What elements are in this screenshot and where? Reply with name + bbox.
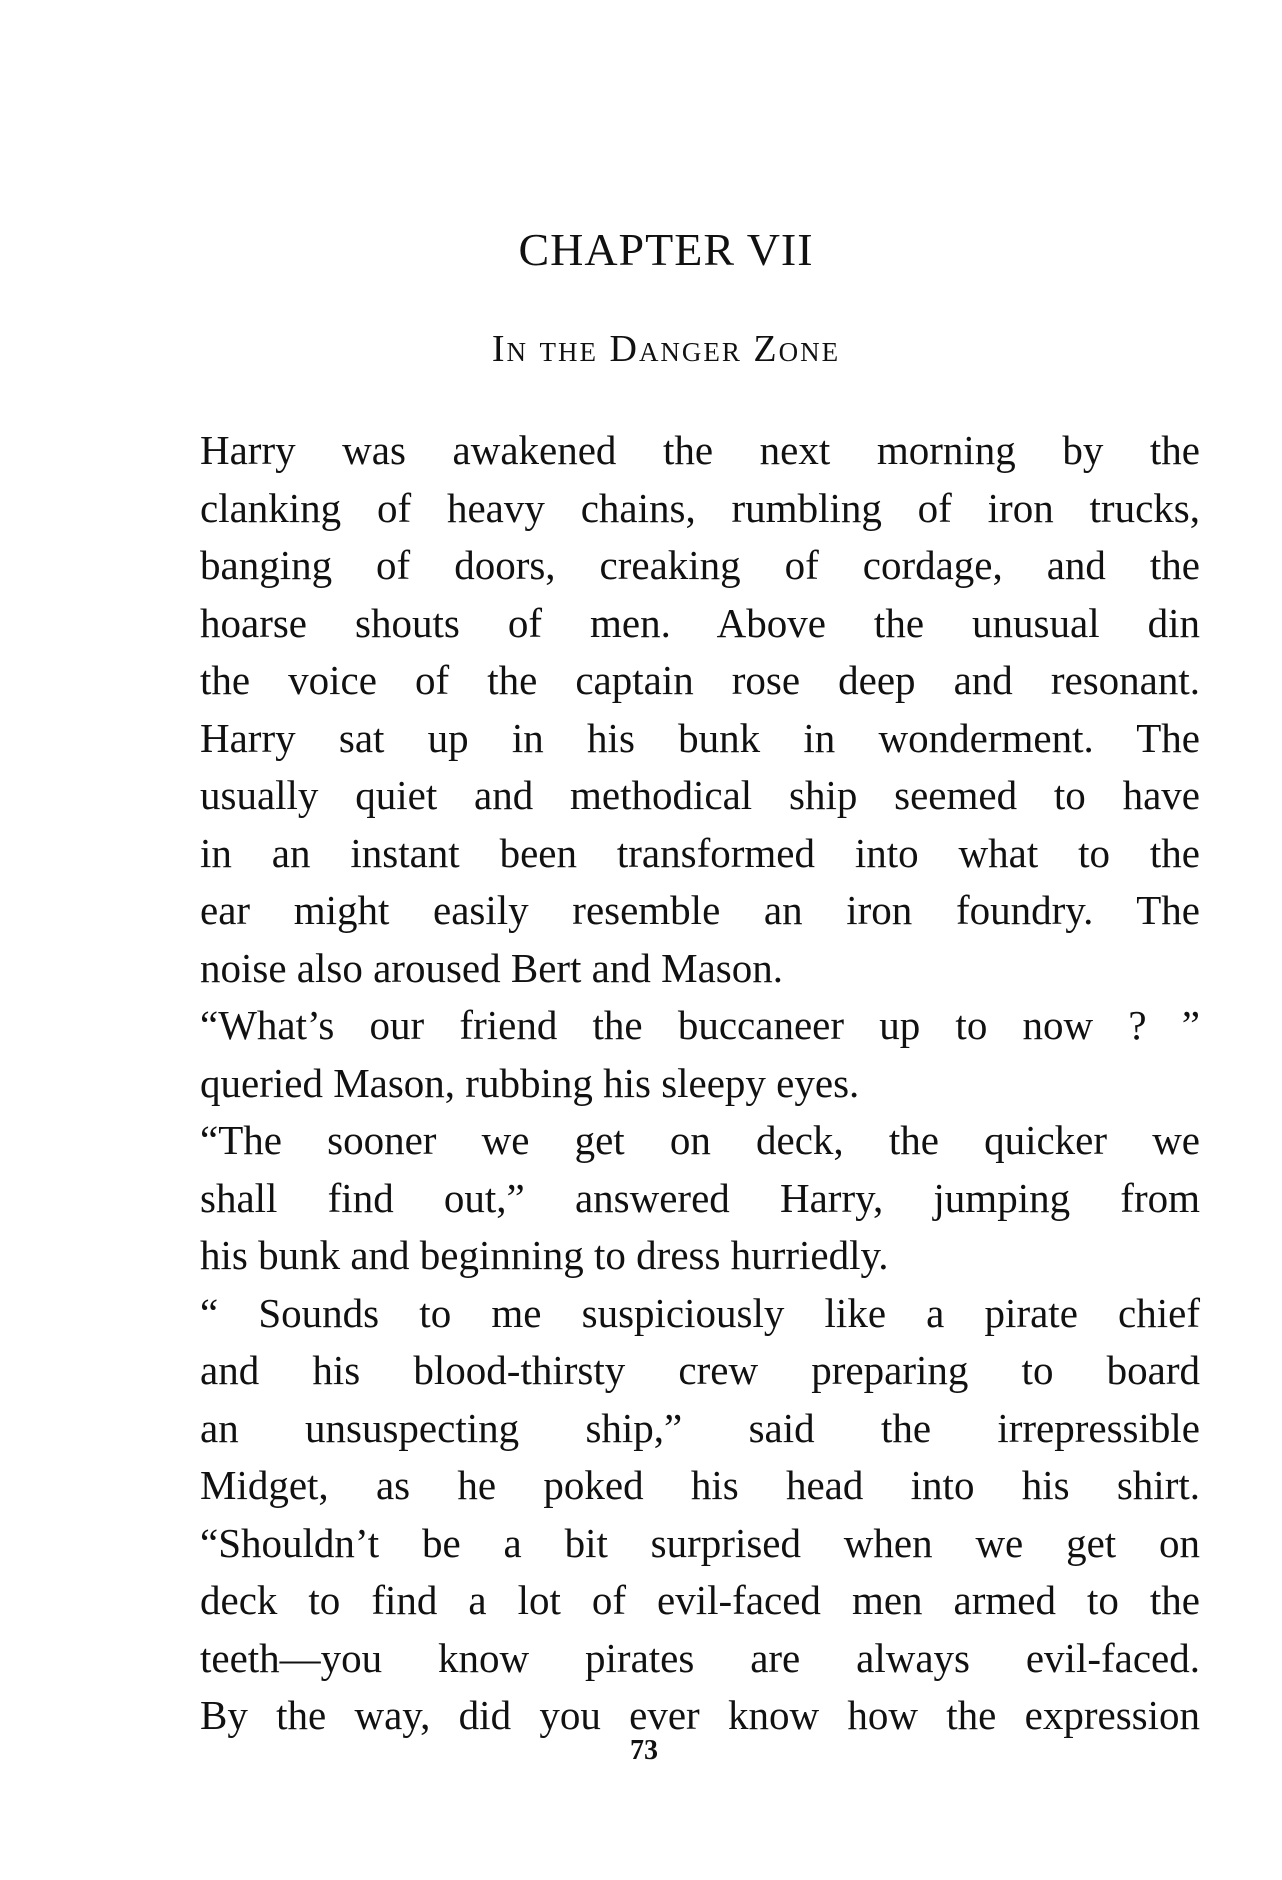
text-line: Midget, as he poked his head into his shirt. bbox=[200, 1462, 1200, 1508]
text-line: his bunk and beginning to dress hurriedly. bbox=[200, 1232, 889, 1278]
body-text bbox=[200, 422, 1200, 1745]
text-line: “Shouldn’t be a bit surprised when we get on bbox=[200, 1519, 1200, 1566]
text-line: hoarse shouts of men. Above the unusual din bbox=[200, 599, 1200, 646]
text-line: “What’s our friend the buccaneer up to now ? ” bbox=[200, 1002, 1200, 1048]
text-line: usually quiet and methodical ship seemed to have bbox=[200, 772, 1200, 818]
text-line: and his blood-thirsty crew preparing to board bbox=[200, 1347, 1200, 1393]
text-line: in an instant been transformed into what to the bbox=[200, 829, 1200, 876]
text-line: an unsuspecting ship,” said the irrepressible bbox=[200, 1404, 1200, 1451]
text-line: queried Mason, rubbing his sleepy eyes. bbox=[200, 1059, 860, 1106]
text-line: clanking of heavy chains, rumbling of iron trucks, bbox=[200, 484, 1200, 531]
text-line: Harry sat up in his bunk in wonderment. The bbox=[200, 714, 1200, 761]
chapter-title: In the Danger Zone bbox=[491, 328, 841, 370]
page-number: 73 bbox=[630, 1735, 658, 1766]
text-line: the voice of the captain rose deep and resonant. bbox=[200, 657, 1200, 703]
text-line: ear might easily resemble an iron foundry. The bbox=[200, 887, 1200, 933]
text-line: Harry was awakened the next morning by the bbox=[200, 427, 1200, 473]
text-line: By the way, did you ever know how the expression bbox=[200, 1692, 1200, 1738]
chapter-number: CHAPTER VII bbox=[518, 224, 814, 275]
text-line: “ Sounds to me suspiciously like a pirate chief bbox=[200, 1289, 1200, 1336]
text-line: banging of doors, creaking of cordage, and the bbox=[200, 542, 1200, 588]
text-line: noise also aroused Bert and Mason. bbox=[200, 944, 783, 991]
text-line: teeth—you know pirates are always evil-faced. bbox=[200, 1634, 1200, 1681]
text-line: deck to find a lot of evil-faced men armed to the bbox=[200, 1577, 1200, 1623]
text-line: “The sooner we get on deck, the quicker we bbox=[200, 1117, 1200, 1163]
text-line: shall find out,” answered Harry, jumping from bbox=[200, 1174, 1200, 1221]
